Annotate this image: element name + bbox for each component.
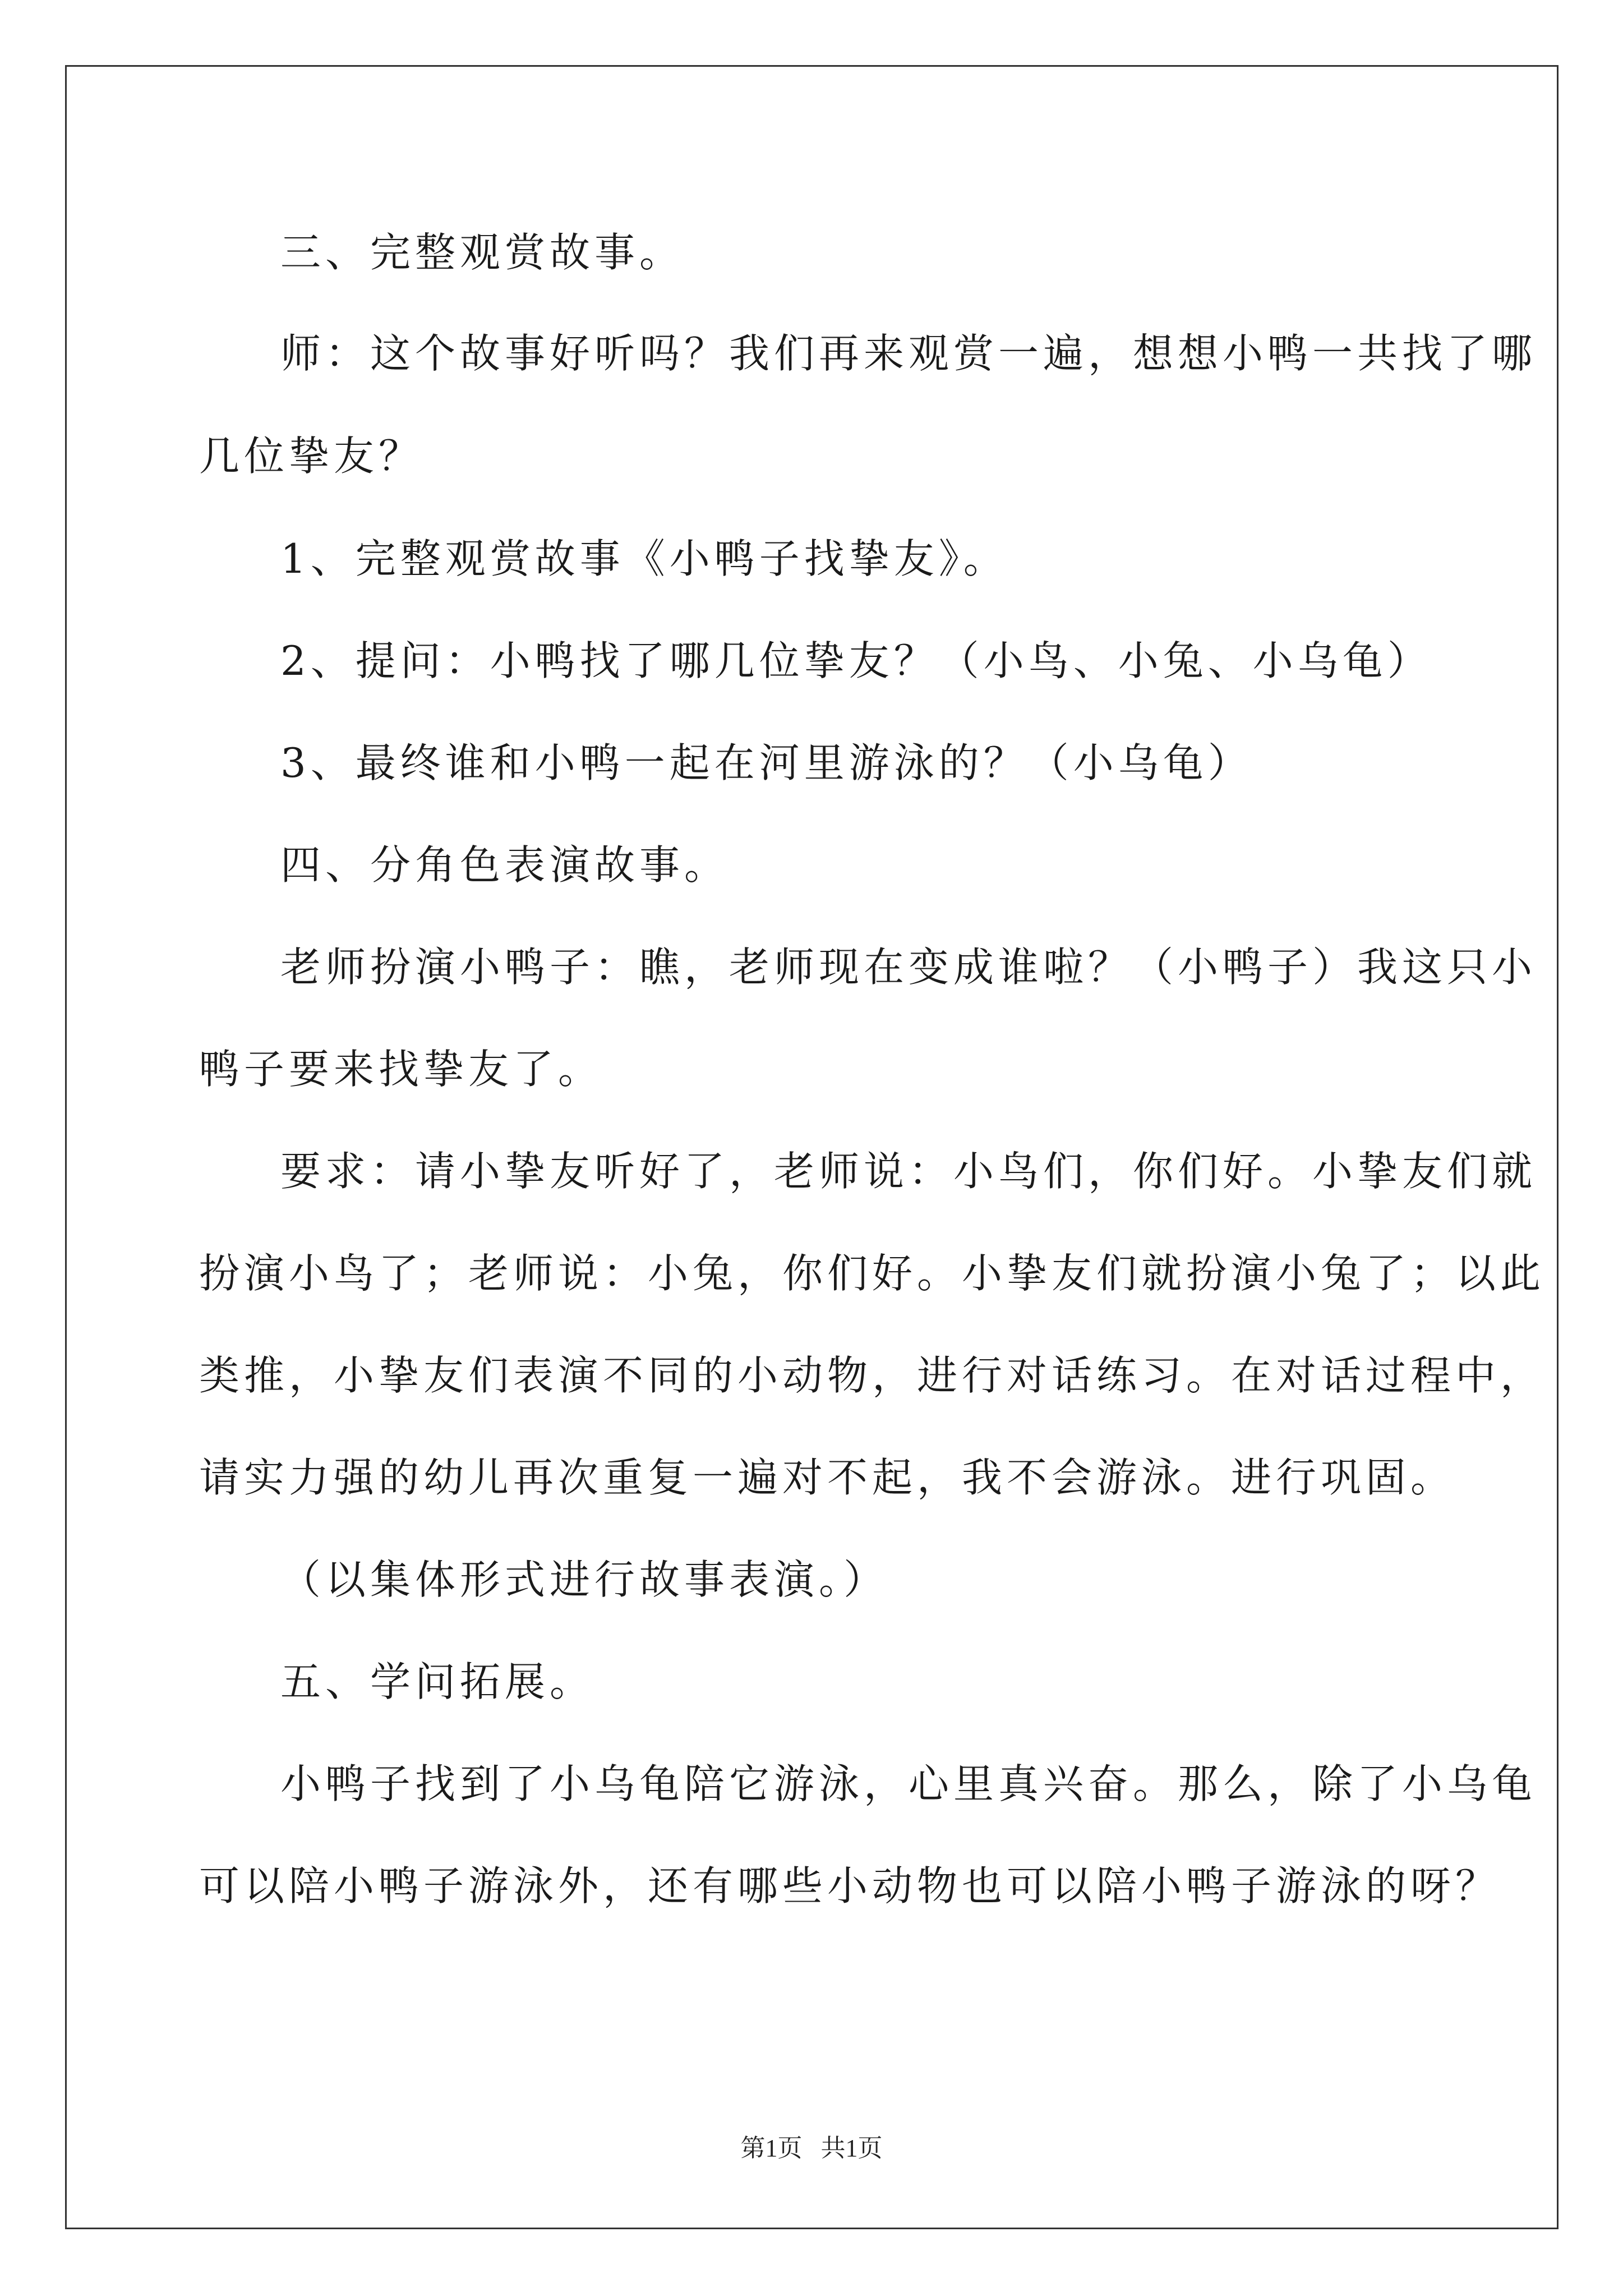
list-item-1: 1、完整观赏故事《小鸭子找挚友》。 (280, 535, 1008, 582)
list-item-3: 3、最终谁和小鸭一起在河里游泳的？（小乌龟） (280, 739, 1253, 786)
paragraph-line: 可以陪小鸭子游泳外，还有哪些小动物也可以陪小鸭子游泳的呀？ (199, 1862, 1501, 1910)
list-item-2: 2、提问：小鸭找了哪几位挚友？（小鸟、小兔、小乌龟） (280, 637, 1432, 684)
paragraph-line: 老师扮演小鸭子：瞧，老师现在变成谁啦？（小鸭子）我这只小 (280, 944, 1537, 991)
paragraph-line: 鸭子要来找挚友了。 (199, 1046, 603, 1093)
section-heading-3: 三、完整观赏故事。 (280, 229, 685, 276)
paragraph-line: 类推，小挚友们表演不同的小动物，进行对话练习。在对话过程中， (199, 1352, 1546, 1399)
paragraph-line: 要求：请小挚友听好了，老师说：小鸟们，你们好。小挚友们就 (280, 1148, 1537, 1195)
paragraph-line: （以集体形式进行故事表演。） (280, 1556, 889, 1603)
paragraph-line: 师：这个故事好听吗？我们再来观赏一遍，想想小鸭一共找了哪 (280, 330, 1537, 377)
paragraph-line: 小鸭子找到了小乌龟陪它游泳，心里真兴奋。那么，除了小乌龟 (280, 1760, 1537, 1807)
section-heading-5: 五、学问拓展。 (280, 1658, 595, 1705)
paragraph-line: 扮演小鸟了；老师说：小兔，你们好。小挚友们就扮演小兔了；以此 (199, 1250, 1546, 1297)
paragraph-line: 几位挚友？ (199, 432, 424, 480)
paragraph-line: 请实力强的幼儿再次重复一遍对不起，我不会游泳。进行巩固。 (199, 1454, 1456, 1501)
page-footer: 第1页 共1页 (740, 2134, 883, 2162)
section-heading-4: 四、分角色表演故事。 (280, 841, 730, 889)
